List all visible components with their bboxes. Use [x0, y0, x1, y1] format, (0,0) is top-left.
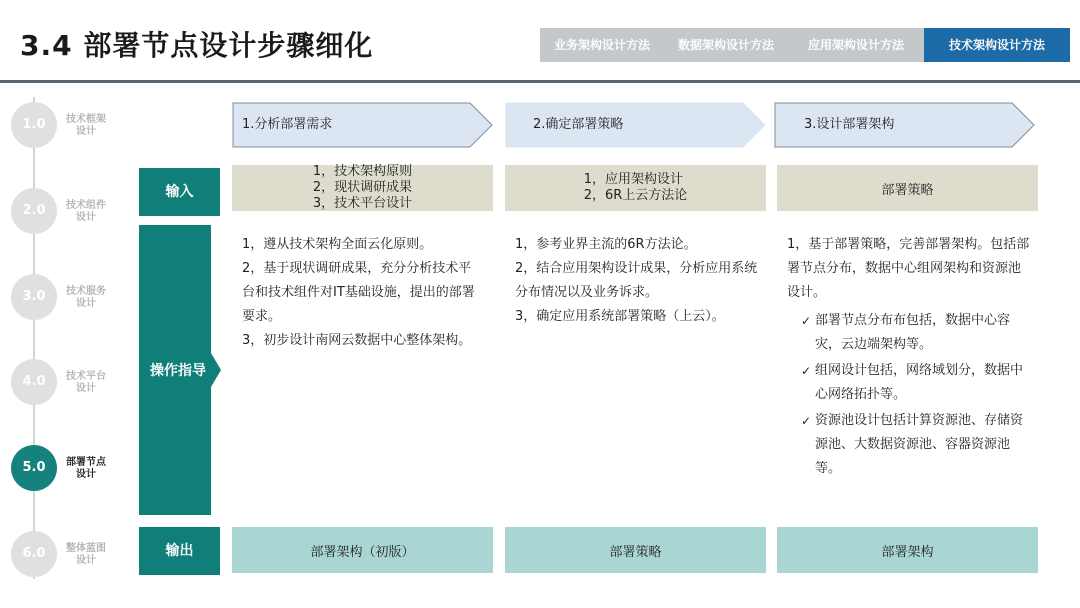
output-cell-2: 部署策略: [505, 527, 766, 573]
guide-3-check-3: [787, 409, 1032, 481]
guide-3-check-1: [787, 309, 1032, 357]
check-icon: ✓: [801, 364, 812, 378]
step-1-label: 技术框架设计: [66, 114, 106, 137]
input-cell-2-lines: [584, 172, 688, 204]
method-tabs: [540, 28, 1070, 62]
step-4-circle[interactable]: 4.0: [11, 359, 57, 405]
phase-2-label: 2.确定部署策略: [533, 117, 624, 132]
page-title: 3.4 部署节点设计步骤细化: [20, 29, 374, 62]
step-3-label: 技术服务设计: [66, 286, 106, 309]
phase-1-arrow: [232, 102, 494, 148]
input-3-item-1: 部署策略: [881, 182, 934, 198]
input-cell-2: [505, 165, 766, 211]
check-icon: ✓: [801, 314, 812, 328]
input-2-item-2: 2，6R上云方法论: [583, 188, 688, 203]
step-4-label: 技术平台设计: [66, 371, 106, 394]
row-label-input: 输入: [139, 168, 220, 216]
step-6-label: 整体蓝图设计: [66, 543, 106, 566]
guide-column-3: [787, 233, 1032, 481]
step-2-label: 技术组件设计: [66, 200, 106, 223]
phase-3-arrow: [774, 102, 1036, 148]
guide-3-check-3-text: 资源池设计包括计算资源池、存储资源池、大数据资源池、容器资源池等。: [815, 413, 1024, 476]
guide-3-check-1-text: 部署节点分布布包括，数据中心容灾，云边端架构等。: [815, 313, 1011, 352]
phase-1-label: 1.分析部署需求: [242, 117, 333, 132]
row-label-guide: 操作指导: [150, 363, 206, 379]
step-6-circle[interactable]: 6.0: [11, 531, 57, 577]
step-1-circle[interactable]: 1.0: [11, 102, 57, 148]
guide-2-para-3: 3，确定应用系统部署策略（上云）。: [515, 309, 725, 324]
input-1-item-3: 3，技术平台设计: [312, 196, 413, 211]
guide-column-2: [515, 233, 760, 329]
row-label-guide-shape: [139, 225, 222, 515]
input-cell-1-lines: [313, 164, 412, 212]
output-cell-1: 部署架构（初版）: [232, 527, 493, 573]
guide-3-para-1: 1，基于部署策略，完善部署架构。包括部署节点分布，数据中心组网架构和资源池设计。: [787, 237, 1030, 300]
guide-1-para-1: 1，遵从技术架构全面云化原则。: [242, 237, 433, 252]
row-label-output: 输出: [139, 527, 220, 575]
step-3-circle[interactable]: 3.0: [11, 274, 57, 320]
guide-1-para-2: 2，基于现状调研成果，充分分析技术平台和技术组件对IT基础设施，提出的部署要求。: [242, 261, 475, 324]
tab-technology-architecture[interactable]: 技术架构设计方法: [924, 28, 1070, 62]
output-cell-3: 部署架构: [777, 527, 1038, 573]
timeline-line: [33, 97, 35, 579]
tab-application-architecture[interactable]: 应用架构设计方法: [788, 28, 924, 62]
input-cell-1: [232, 165, 493, 211]
phase-2-arrow: [505, 102, 767, 148]
check-icon: ✓: [801, 414, 812, 428]
tab-business-architecture[interactable]: 业务架构设计方法: [540, 28, 664, 62]
guide-3-check-2-text: 组网设计包括，网络域划分，数据中心网络拓扑等。: [815, 363, 1024, 402]
step-5-circle[interactable]: 5.0: [11, 445, 57, 491]
guide-column-1: [242, 233, 482, 353]
phase-3-label: 3.设计部署架构: [804, 117, 895, 132]
tab-data-architecture[interactable]: 数据架构设计方法: [664, 28, 788, 62]
guide-2-para-1: 1，参考业界主流的6R方法论。: [515, 237, 697, 252]
input-1-item-1: 1，技术架构原则: [312, 164, 413, 179]
header-divider: [0, 80, 1080, 83]
input-2-item-1: 1，应用架构设计: [583, 172, 683, 187]
guide-2-para-2: 2，结合应用架构设计成果，分析应用系统分布情况以及业务诉求。: [515, 261, 758, 300]
input-cell-3: [777, 165, 1038, 211]
input-1-item-2: 2，现状调研成果: [312, 180, 413, 195]
step-2-circle[interactable]: 2.0: [11, 188, 57, 234]
step-5-label: 部署节点设计: [66, 457, 106, 480]
guide-1-para-3: 3，初步设计南网云数据中心整体架构。: [242, 333, 472, 348]
guide-3-check-2: [787, 359, 1032, 407]
